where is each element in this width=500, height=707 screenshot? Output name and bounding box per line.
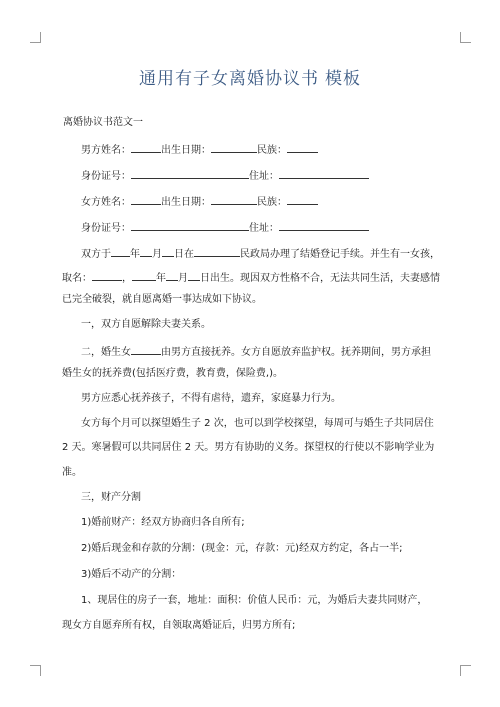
text-quming: 取名： [62, 273, 92, 284]
section-3-house-line-1 [81, 594, 427, 608]
section-2-holiday-text: 2 天。寒暑假可以共同居住 2 天。男方有协助的义务。探望权的行使以不影响学业为 [62, 442, 435, 453]
blank-year [111, 245, 130, 257]
section-2-line-6 [62, 466, 82, 480]
crop-mark-top-right [460, 32, 471, 43]
text-comma: ， [122, 273, 132, 284]
section-3-item-2 [81, 542, 402, 556]
man-birth-blank [211, 141, 257, 153]
section-3-house-line-2 [62, 619, 295, 633]
section-3-house-text-1: 1、现居住的房子一套，地址：面积：价值人民币：元，为婚后夫妻共同财产， [81, 595, 428, 606]
text-yue: 月 [152, 249, 162, 260]
section-2-care-text: 男方应悉心抚养孩子，不得有虐待，遗弃，家庭暴力行为。 [81, 393, 341, 404]
woman-ethnic-label: 民族： [257, 197, 287, 208]
section-1 [81, 318, 211, 332]
section-2-line-3 [81, 392, 341, 406]
crop-mark-top-left [30, 32, 41, 43]
page-title [0, 64, 500, 89]
blank-month [140, 245, 152, 257]
blank-birth-year [132, 269, 156, 281]
woman-address-label: 住址： [249, 223, 279, 234]
section-2-line-1 [81, 343, 431, 360]
crop-mark-bottom-left [30, 665, 41, 676]
woman-name-line [81, 193, 318, 210]
section-3-item-2-text: 2)婚后现金和存款的分割：(现金：元，存款：元)经双方约定，各占一半; [81, 543, 403, 554]
woman-id-blank [131, 219, 249, 231]
blank-daughter-name [131, 343, 161, 355]
blank-birth-day [188, 269, 200, 281]
section-2-support-text: 婚生女的抚养费(包括医疗费，教育费，保险费,)。 [62, 368, 283, 379]
section-1-text: 一，双方自愿解除夫妻关系。 [81, 319, 211, 330]
text-born-reason: 日出生。现因双方性格不合，无法共同生活，夫妻感情 [200, 273, 440, 284]
text-marriage-registration: 民政局办理了结婚登记手续。并生有一女孩， [240, 249, 440, 260]
section-3-item-3-text: 3)婚后不动产的分割： [81, 569, 182, 580]
man-name-label: 男方姓名： [81, 145, 131, 156]
woman-birth-blank [211, 193, 257, 205]
man-ethnic-label: 民族： [257, 145, 287, 156]
section-2-label: 二，婚生女 [81, 347, 131, 358]
woman-ethnic-blank [287, 193, 318, 205]
man-name-line [81, 141, 318, 158]
text-nian-2: 年 [156, 273, 166, 284]
section-3-item-3 [81, 568, 181, 582]
section-3-item-1-text: 1)婚前财产：经双方协商归各自所有; [81, 517, 245, 528]
section-2-custody-text: 由男方直接抚养。女方自愿放弃监护权。抚养期间，男方承担 [161, 347, 431, 358]
text-yue-2: 月 [178, 273, 188, 284]
crop-mark-bottom-right [460, 665, 471, 676]
blank-bureau [194, 245, 240, 257]
man-birth-label: 出生日期： [161, 145, 211, 156]
text-nian: 年 [130, 249, 140, 260]
man-id-label: 身份证号： [81, 171, 131, 182]
man-name-blank [131, 141, 161, 153]
blank-child-name [92, 269, 122, 281]
section-2-end-text: 准。 [62, 467, 82, 478]
blank-birth-month [166, 269, 178, 281]
man-ethnic-blank [287, 141, 318, 153]
paragraph-marriage-line-1 [81, 245, 440, 262]
section-3-heading-text: 三，财产分割 [81, 492, 141, 503]
page-title-main: 通用有子女离婚协议书 [139, 69, 319, 89]
section-3-house-text-2: 现女方自愿弃所有权，自领取离婚证后，归男方所有; [62, 620, 296, 631]
woman-address-blank [279, 219, 369, 231]
woman-id-label: 身份证号： [81, 223, 131, 234]
woman-name-label: 女方姓名： [81, 197, 131, 208]
agreement-heading-text: 离婚协议书范文一 [63, 117, 143, 128]
section-2-visit-text: 女方每个月可以探望婚生子 2 次，也可以到学校探望，每周可与婚生子共同居住 [81, 418, 434, 429]
text-relationship-broken: 已完全破裂，就自愿离婚一事达成如下协议。 [62, 294, 262, 305]
blank-day [162, 245, 174, 257]
man-address-blank [279, 167, 369, 179]
section-2-line-2 [62, 367, 283, 381]
section-2-line-4 [81, 417, 434, 431]
woman-name-blank [131, 193, 161, 205]
page-title-suffix: 模板 [325, 69, 361, 89]
section-3-item-1 [81, 516, 245, 530]
paragraph-marriage-line-3 [62, 293, 262, 307]
text-shuangfangyu: 双方于 [81, 249, 111, 260]
man-address-label: 住址： [249, 171, 279, 182]
woman-birth-label: 出生日期： [161, 197, 211, 208]
agreement-heading [63, 116, 143, 130]
section-2-line-5 [62, 441, 434, 455]
section-3-heading [81, 491, 141, 505]
paragraph-marriage-line-2 [62, 269, 440, 286]
woman-id-line [81, 219, 369, 236]
man-id-blank [131, 167, 249, 179]
man-id-line [81, 167, 369, 184]
text-rizai: 日在 [174, 249, 194, 260]
